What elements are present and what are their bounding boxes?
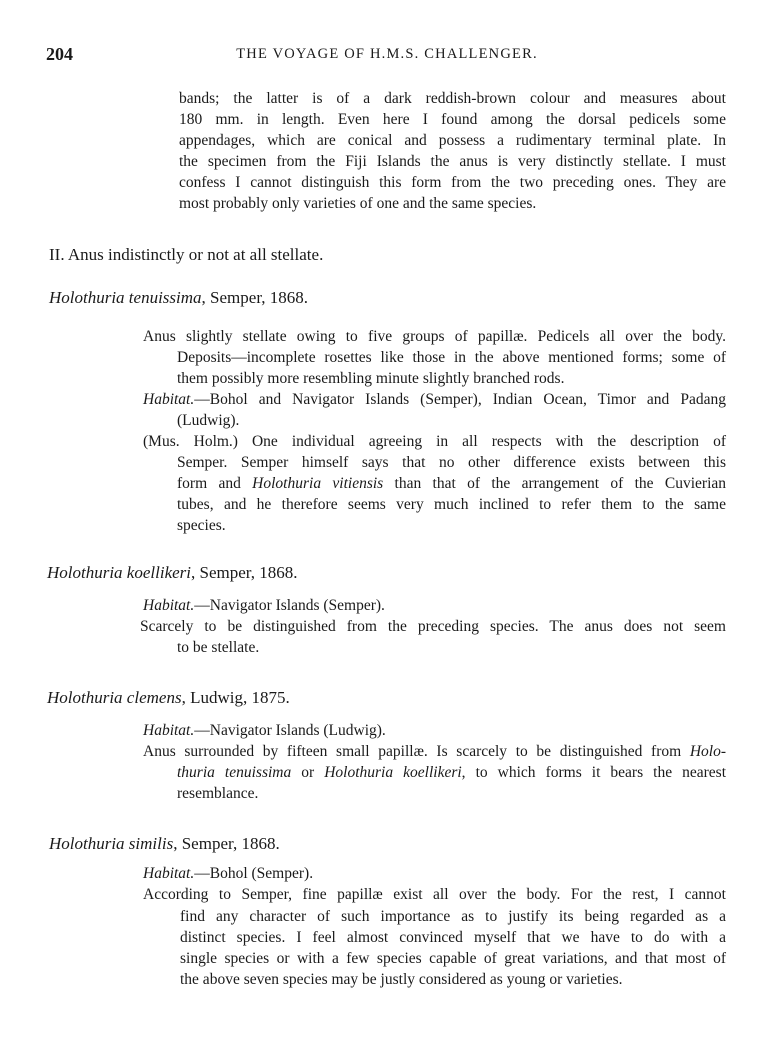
species-authority: , Ludwig, 1875. (181, 688, 290, 707)
paragraph-line: Anus slightly stellate owing to five groups of papillæ. Pedicels all over the body. (143, 328, 726, 345)
paragraph-line: find any character of such importance as to justify its being regarded as a (180, 908, 726, 925)
species-heading (47, 687, 290, 708)
page-header (46, 44, 728, 66)
paragraph-line: to be stellate. (177, 639, 260, 656)
paragraph-line: (Ludwig). (177, 412, 240, 429)
section-heading: II. Anus indistinctly or not at all stellate. (49, 245, 324, 264)
habitat-label: Habitat. (143, 391, 195, 408)
paragraph-line: resemblance. (177, 785, 259, 802)
habitat-label: Habitat. (143, 722, 195, 739)
habitat-line: Habitat.—Navigator Islands (Ludwig). (143, 722, 386, 739)
species-heading (47, 562, 298, 583)
paragraph-line: most probably only varieties of one and the same species. (179, 195, 537, 212)
paragraph-line: bands; the latter is of a dark reddish-brown colour and measures about (179, 90, 726, 107)
species-authority: , Semper, 1868. (191, 563, 298, 582)
running-title: THE VOYAGE OF H.M.S. CHALLENGER. (236, 46, 538, 62)
paragraph-line: thuria tenuissima or Holothuria koellikeri, to which forms it bears the nearest (177, 764, 726, 781)
species-heading (49, 287, 308, 308)
paragraph-line: Deposits—incomplete rosettes like those in the above mentioned forms; some of (177, 349, 726, 366)
paragraph-line: distinct species. I feel almost convinced myself that we have to do with a (180, 929, 726, 946)
habitat-line: Habitat.—Bohol and Navigator Islands (Semper), Indian Ocean, Timor and Padang (143, 391, 726, 408)
paragraph-line: appendages, which are conical and possess a rudimentary terminal plate. In (179, 132, 726, 149)
paragraph-line: Anus surrounded by fifteen small papillæ. Is scarcely to be distinguished from Holo- (143, 743, 726, 760)
paragraph-line: single species or with a few species capable of great variations, and that most of (180, 950, 726, 967)
paragraph-line: Semper. Semper himself says that no other difference exists between this (177, 454, 726, 471)
paragraph-line: According to Semper, fine papillæ exist all over the body. For the rest, I cannot (143, 886, 726, 903)
paragraph-line: Scarcely to be distinguished from the preceding species. The anus does not seem (140, 618, 726, 635)
paragraph-line: species. (177, 517, 226, 534)
species-heading (49, 833, 280, 854)
paragraph-line: them possibly more resembling minute slightly branched rods. (177, 370, 565, 387)
paragraph-line: the above seven species may be justly considered as young or varieties. (180, 971, 623, 988)
page-number: 204 (46, 44, 73, 64)
species-name: Holothuria koellikeri (47, 563, 192, 582)
species-authority: , Semper, 1868. (201, 288, 309, 307)
habitat-label: Habitat. (143, 865, 195, 882)
paragraph-line: the specimen from the Fiji Islands the anus is very distinctly stellate. I must (179, 153, 726, 170)
paragraph-line: confess I cannot distinguish this form from the two preceding ones. They are (179, 174, 726, 191)
species-authority: , Semper, 1868. (173, 834, 280, 853)
species-name: Holothuria tenuissima (49, 288, 202, 307)
paragraph-line: form and Holothuria vitiensis than that of the arrangement of the Cuvierian (177, 475, 727, 492)
paragraph-line: 180 mm. in length. Even here I found among the dorsal pedicels some (179, 111, 726, 128)
species-name: Holothuria clemens (47, 688, 182, 707)
paragraph-line: tubes, and he therefore seems very much inclined to refer them to the same (177, 496, 726, 513)
habitat-line: Habitat.—Bohol (Semper). (143, 865, 314, 882)
habitat-label: Habitat. (143, 597, 195, 614)
paragraph-line: (Mus. Holm.) One individual agreeing in all respects with the description of (143, 433, 726, 450)
habitat-line: Habitat.—Navigator Islands (Semper). (143, 597, 385, 614)
species-name: Holothuria similis (49, 834, 174, 853)
